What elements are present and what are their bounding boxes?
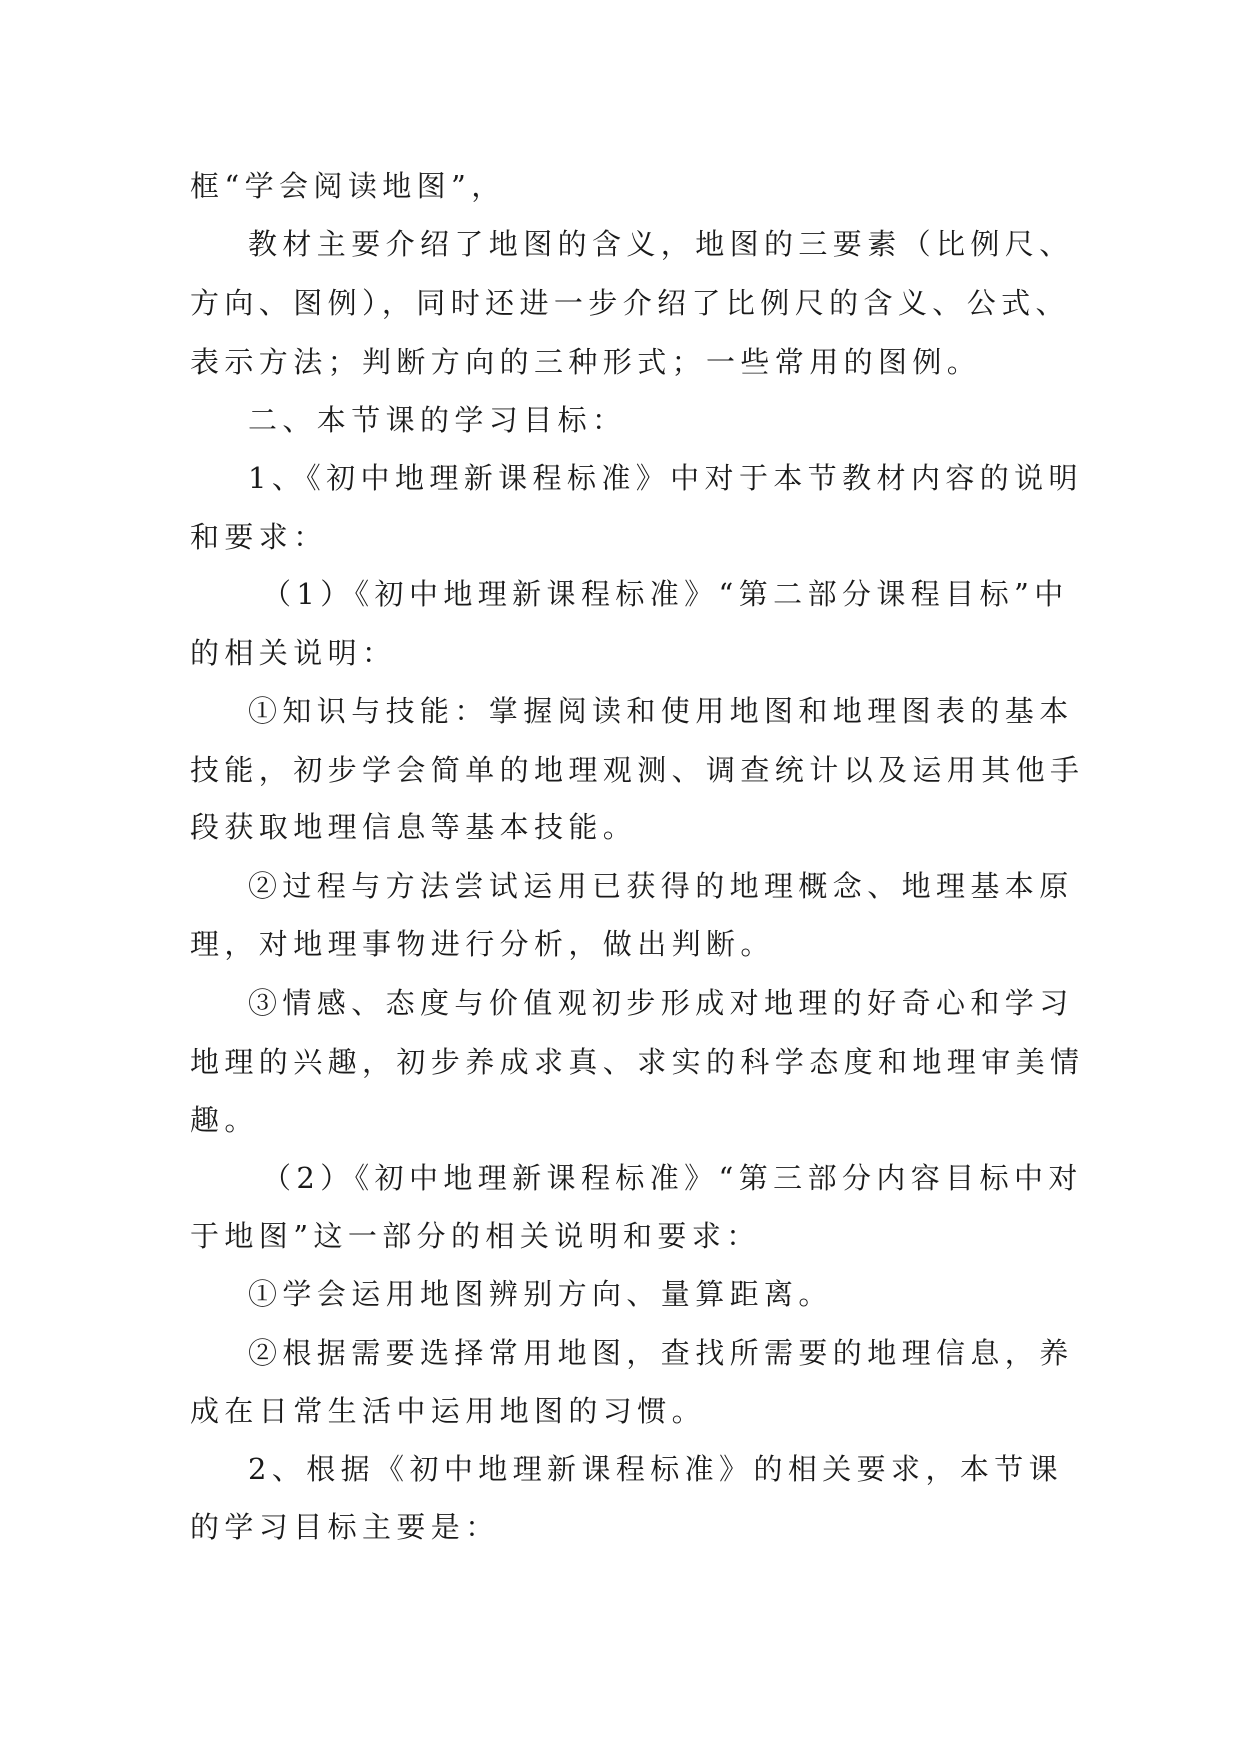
text-line: 的相关说明： (190, 636, 397, 670)
text-line: 段获取地理信息等基本技能。 (190, 810, 638, 844)
text-line: 框“学会阅读地图”， (190, 169, 506, 203)
text-line: 技能，初步学会简单的地理观测、调查统计以及运用其他手 (190, 753, 1085, 787)
text-line: 1、《初中地理新课程标准》中对于本节教材内容的说明 (248, 461, 1083, 495)
section-heading: 二、本节课的学习目标： (248, 403, 627, 437)
text-line: ②根据需要选择常用地图，查找所需要的地理信息，养 (248, 1336, 1074, 1370)
text-line: 成在日常生活中运用地图的习惯。 (190, 1394, 707, 1428)
text-line: 方向、图例），同时还进一步介绍了比例尺的含义、公式、 (190, 286, 1070, 320)
text-line: 的学习目标主要是： (190, 1510, 500, 1544)
text-line: ②过程与方法尝试运用已获得的地理概念、地理基本原 (248, 869, 1074, 903)
text-line: （1）《初中地理新课程标准》“第二部分课程目标”中 (262, 577, 1069, 611)
text-line: ①学会运用地图辨别方向、量算距离。 (248, 1277, 833, 1311)
text-line: ①知识与技能：掌握阅读和使用地图和地理图表的基本 (248, 694, 1074, 728)
text-line: 表示方法；判断方向的三种形式；一些常用的图例。 (190, 345, 982, 379)
text-line: 于地图”这一部分的相关说明和要求： (190, 1219, 761, 1253)
text-line: 和要求： (190, 520, 328, 554)
text-line: 教材主要介绍了地图的含义，地图的三要素（比例尺、 (248, 227, 1074, 261)
text-line: 理，对地理事物进行分析，做出判断。 (190, 927, 775, 961)
text-line: 地理的兴趣，初步养成求真、求实的科学态度和地理审美情 (190, 1045, 1085, 1079)
text-line: 2、根据《初中地理新课程标准》的相关要求，本节课 (248, 1452, 1064, 1486)
text-line: （2）《初中地理新课程标准》“第三部分内容目标中对 (262, 1161, 1083, 1195)
text-line: 趣。 (190, 1103, 259, 1137)
text-line: ③情感、态度与价值观初步形成对地理的好奇心和学习 (248, 986, 1074, 1020)
